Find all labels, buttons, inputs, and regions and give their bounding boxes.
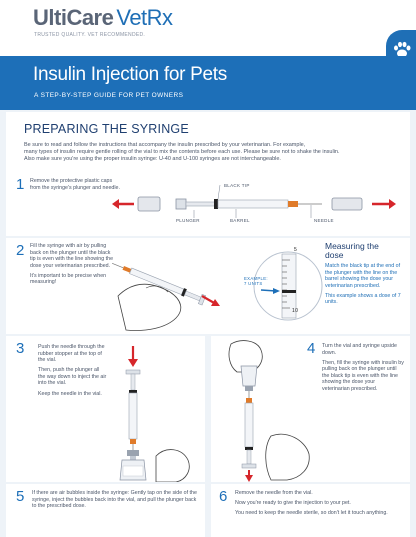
- brand-sub: VetRx: [116, 5, 173, 30]
- page-title: Insulin Injection for Pets: [33, 64, 227, 85]
- step-number: 5: [16, 488, 25, 505]
- measuring-title: Measuring the dose: [325, 241, 379, 260]
- brand-main: UltiCare: [33, 5, 114, 30]
- step-4-instruction-1: Turn the vial and syringe upside down.: [322, 343, 397, 356]
- label-black-tip: BLACK TIP: [224, 183, 250, 188]
- step-number: 1: [16, 176, 25, 193]
- section-heading: PREPARING THE SYRINGE: [24, 122, 189, 136]
- step-2-panel: [6, 238, 410, 334]
- brand-tagline: TRUSTED QUALITY. VET RECOMMENDED.: [34, 32, 146, 38]
- intro-line-2: many types of insulin require gentle rolling of the vial to mix the contents before each use. Please be sure not to shake the insulin.: [24, 149, 340, 155]
- intro-panel: [6, 112, 410, 172]
- step-6-instruction-1: Remove the needle from the vial.: [235, 490, 313, 496]
- example-label: EXAMPLE: 7 UNITS: [244, 276, 268, 286]
- step-number: 2: [16, 242, 25, 259]
- step-3-instruction-2: Then, push the plunger all the way down to inject the air into the vial.: [38, 367, 107, 387]
- step-number: 4: [307, 340, 316, 357]
- step-3-instruction-3: Keep the needle in the vial.: [38, 390, 102, 397]
- step-2-instruction: Fill the syringe with air by pulling back on the plunger until the black tip is even with the line showing the dose your veterinarian prescribed.: [30, 243, 114, 269]
- step-2-note: It's important to be precise when measuring!: [30, 272, 107, 286]
- step-5-panel: [6, 484, 205, 537]
- step-1-instruction: Remove the protective plastic caps from the syringe's plunger and needle.: [30, 178, 120, 191]
- syringe-diagram: [6, 172, 410, 236]
- brand-logo: [33, 5, 173, 31]
- step-4-panel: [211, 336, 410, 482]
- step-6-text: [235, 490, 405, 520]
- step-6-instruction-3: You need to keep the needle sterile, so don't let it touch anything.: [235, 510, 388, 517]
- step-5-text: [32, 490, 200, 513]
- step-number: 6: [219, 488, 228, 505]
- step-4-instruction-2: Then, fill the syringe with insulin by pulling back on the plunger until the black tip is even with the line showing the dose your veterinarian prescribed.: [322, 359, 404, 393]
- measuring-text: [325, 263, 403, 310]
- tick-5: 5: [294, 247, 298, 253]
- inject-air-illustration: [6, 336, 205, 482]
- title-banner: [0, 56, 416, 110]
- fill-insulin-illustration: [211, 336, 410, 482]
- step-5-instruction: If there are air bubbles inside the syringe: Gently tap on the side of the syringe, inject the bubbles back into the vial, and pull the plunger back to the prescribed dose.: [32, 490, 197, 510]
- step-3-panel: [6, 336, 205, 482]
- step-1-panel: [6, 172, 410, 236]
- header: [0, 0, 416, 56]
- step-6-panel: [211, 484, 410, 537]
- label-plunger: PLUNGER: [176, 218, 200, 223]
- step-6-instruction-2: Now you're ready to give the injection to your pet.: [235, 500, 351, 507]
- page-subtitle: A STEP-BY-STEP GUIDE FOR PET OWNERS: [34, 92, 184, 99]
- measuring-example: This example shows a dose of 7 units.: [325, 292, 401, 306]
- tick-10: 10: [292, 308, 299, 314]
- intro-line-1: Be sure to read and follow the instructions that accompany the insulin prescribed by your veterinarian. For example,: [24, 142, 306, 148]
- measuring-instruction: Match the black tip at the end of the plunger with the line on the barrel showing the dose your veterinarian prescribed.: [325, 263, 401, 289]
- intro-line-3: Also make sure you're using the proper insulin syringe: U-40 and U-100 syringes are not interchangeable.: [24, 156, 281, 162]
- label-barrel: BARREL: [230, 218, 250, 223]
- step-number: 3: [16, 340, 25, 357]
- step-3-instruction-1: Push the needle through the rubber stopper at the top of the vial.: [38, 344, 105, 364]
- label-needle: NEEDLE: [314, 218, 334, 223]
